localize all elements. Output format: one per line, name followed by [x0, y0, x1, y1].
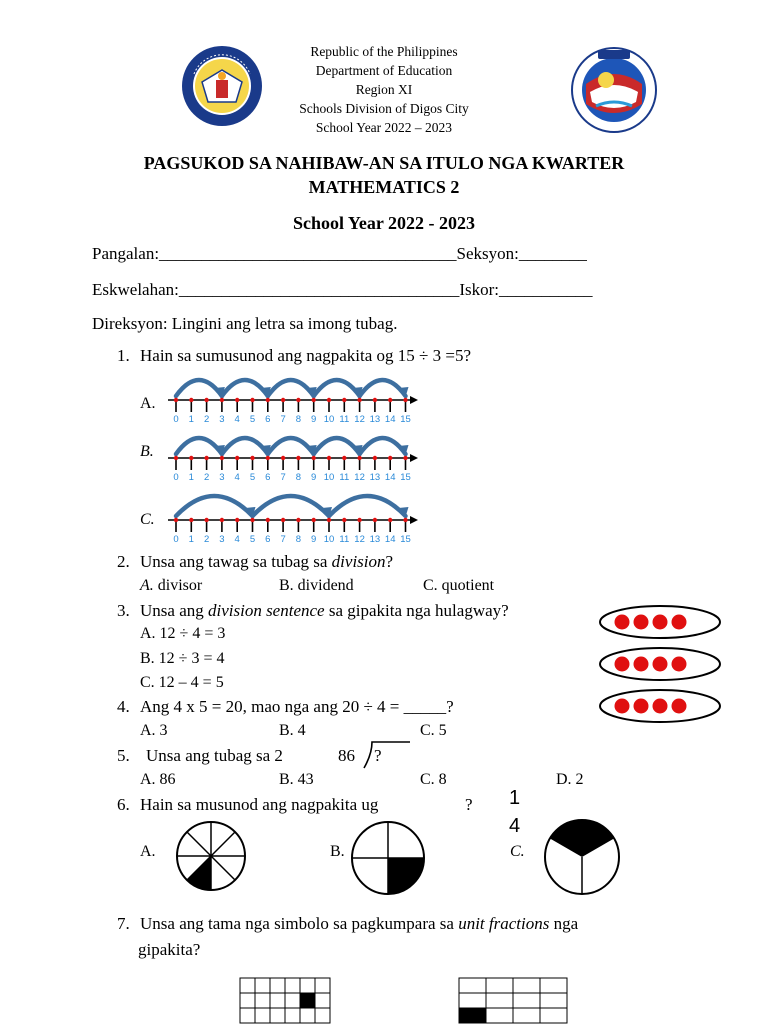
tick-dot	[296, 398, 300, 402]
question-text: Hain sa sumusunod ang nagpakita og 15 ÷ 3 =5?	[140, 346, 472, 365]
long-division-bracket	[362, 740, 412, 770]
fraction-grid-right	[458, 976, 570, 1024]
jump-arc	[176, 496, 253, 516]
q5-dividend: 86	[338, 746, 355, 765]
jump-arc	[329, 496, 406, 516]
tick-dot	[403, 518, 407, 522]
tick-label: 4	[234, 414, 240, 424]
question-1	[117, 346, 471, 366]
tick-dot	[357, 518, 361, 522]
question-mark: ?	[385, 552, 394, 571]
circle-quarters	[350, 820, 426, 896]
q1-option-c[interactable]: C.	[140, 511, 155, 528]
dot-group	[600, 690, 720, 722]
tick-dot	[235, 518, 239, 522]
tick-label: 7	[280, 534, 286, 544]
dot	[653, 657, 668, 672]
dot	[672, 615, 687, 630]
header-line: Department of Education	[315, 63, 453, 78]
question-number: 3.	[117, 601, 130, 620]
tick-label: 12	[354, 472, 365, 482]
subject-title: MATHEMATICS 2	[308, 177, 460, 197]
tick-label: 0	[173, 472, 179, 482]
option-letter: A.	[140, 577, 154, 594]
tick-label: 1	[188, 414, 194, 424]
tick-dot	[327, 398, 331, 402]
tick-label: 3	[219, 472, 225, 482]
tick-label: 4	[234, 472, 240, 482]
tick-label: 12	[354, 414, 365, 424]
tick-dot	[373, 456, 377, 460]
question-number: 2.	[117, 552, 130, 571]
tick-label: 1	[188, 472, 194, 482]
tick-label: 4	[234, 534, 240, 544]
tick-dot	[250, 456, 254, 460]
fraction-numerator: 1	[509, 787, 521, 809]
tick-dot	[373, 518, 377, 522]
question-7-line2: gipakita?	[138, 940, 201, 959]
dot	[653, 699, 668, 714]
q6-question-mark: ?	[465, 795, 473, 814]
tick-label: 14	[384, 414, 396, 424]
question-4	[117, 697, 454, 717]
tick-dot	[204, 518, 208, 522]
tick-label: 15	[400, 534, 411, 544]
q2-option-b[interactable]: B. dividend	[279, 577, 354, 594]
q5-question-mark: ?	[374, 746, 382, 765]
tick-label: 0	[173, 534, 179, 544]
axis-arrow	[410, 454, 418, 462]
tick-label: 5	[249, 534, 256, 544]
dot-group	[600, 606, 720, 638]
tick-label: 2	[203, 414, 210, 424]
tick-dot	[296, 456, 300, 460]
q5-option-c[interactable]: C. 8	[420, 771, 447, 788]
exam-title: PAGSUKOD SA NAHIBAW-AN SA ITULO NGA KWARTER	[143, 153, 625, 173]
dot	[615, 699, 630, 714]
name-section-field[interactable]: Pangalan:___________________________________Seksyon:________	[92, 244, 587, 263]
tick-label: 14	[384, 534, 396, 544]
number-line-a	[166, 364, 418, 424]
question-text: Unsa ang	[140, 601, 208, 620]
tick-label: 8	[295, 534, 302, 544]
question-text: Unsa ang tama nga simbolo sa pagkumpara sa	[140, 914, 459, 933]
tick-dot	[235, 456, 239, 460]
tick-dot	[266, 398, 270, 402]
tick-dot	[342, 398, 346, 402]
tick-dot	[388, 456, 392, 460]
circle-thirds	[543, 818, 621, 896]
tick-label: 7	[280, 414, 286, 424]
tick-dot	[342, 518, 346, 522]
deped-seal-logo	[180, 44, 264, 128]
tick-dot	[204, 456, 208, 460]
q4-option-b[interactable]: B. 4	[279, 722, 306, 739]
question-7	[117, 914, 578, 934]
tick-dot	[266, 518, 270, 522]
school-year-title: School Year 2022 - 2023	[293, 213, 475, 233]
question-6	[117, 795, 378, 815]
tick-label: 8	[295, 472, 302, 482]
tick-label: 2	[203, 534, 210, 544]
tick-label: 10	[323, 534, 335, 544]
q2-option-c[interactable]: C. quotient	[423, 577, 495, 594]
number-line-c	[166, 484, 418, 544]
question-5	[117, 746, 283, 766]
question-text: Ang 4 x 5 = 20, mao nga ang 20 ÷ 4 = _____?	[140, 697, 454, 716]
tick-label: 13	[369, 414, 381, 424]
q3-option-a[interactable]: A. 12 ÷ 4 = 3	[140, 625, 226, 642]
directions-text: Direksyon: Lingini ang letra sa imong tubag.	[92, 314, 398, 333]
tick-dot	[327, 518, 331, 522]
tick-label: 6	[265, 534, 271, 544]
tick-dot	[312, 456, 316, 460]
tick-dot	[189, 518, 193, 522]
digos-division-logo	[568, 44, 660, 134]
tick-dot	[220, 398, 224, 402]
axis-arrow	[410, 516, 418, 524]
tick-label: 14	[384, 472, 396, 482]
tick-dot	[220, 518, 224, 522]
tick-label: 10	[323, 414, 335, 424]
fraction-denominator: 4	[509, 815, 521, 837]
tick-dot	[357, 456, 361, 460]
question-text-end: sa gipakita nga hulagway?	[324, 601, 509, 620]
dot	[615, 615, 630, 630]
q1-option-a[interactable]: A.	[140, 395, 156, 412]
header-line: School Year 2022 – 2023	[315, 120, 453, 135]
tick-dot	[403, 398, 407, 402]
question-number: 1.	[117, 346, 130, 365]
tick-dot	[388, 398, 392, 402]
question-italic: division	[331, 552, 386, 571]
tick-dot	[327, 456, 331, 460]
tick-dot	[342, 456, 346, 460]
axis-arrow	[410, 396, 418, 404]
q2-option-a[interactable]	[140, 577, 202, 595]
question-number: 7.	[117, 914, 130, 933]
tick-label: 0	[173, 414, 179, 424]
tick-label: 15	[400, 472, 411, 482]
school-score-field[interactable]: Eskwelahan:_________________________________Iskor:___________	[92, 280, 593, 299]
tick-label: 10	[323, 472, 335, 482]
tick-label: 13	[369, 472, 381, 482]
dot-group	[600, 648, 720, 680]
question-italic: division sentence	[207, 601, 325, 620]
tick-label: 9	[311, 534, 317, 544]
question-italic: unit fractions	[458, 914, 550, 933]
tick-label: 6	[265, 472, 271, 482]
q5-option-a[interactable]: A. 86	[140, 771, 176, 788]
tick-dot	[357, 398, 361, 402]
tick-label: 13	[369, 534, 381, 544]
tick-dot	[266, 456, 270, 460]
question-number: 4.	[117, 697, 130, 716]
tick-label: 5	[249, 472, 256, 482]
tick-dot	[174, 456, 178, 460]
tick-dot	[174, 398, 178, 402]
q1-option-b[interactable]: B.	[140, 443, 154, 460]
q6-option-b[interactable]: B.	[330, 843, 345, 860]
tick-dot	[281, 518, 285, 522]
tick-dot	[174, 518, 178, 522]
tick-label: 1	[188, 534, 194, 544]
dot	[634, 657, 649, 672]
tick-dot	[388, 518, 392, 522]
number-line-b	[166, 422, 418, 482]
option-text: divisor	[153, 577, 203, 594]
tick-dot	[189, 456, 193, 460]
tick-dot	[312, 518, 316, 522]
dot	[634, 615, 649, 630]
tick-label: 15	[400, 414, 411, 424]
circle-eighths	[175, 820, 247, 892]
tick-dot	[189, 398, 193, 402]
q4-option-a[interactable]: A. 3	[140, 722, 168, 739]
tick-label: 9	[311, 472, 317, 482]
q3-option-c[interactable]: C. 12 – 4 = 5	[140, 674, 224, 691]
tick-label: 7	[280, 472, 286, 482]
dot	[672, 657, 687, 672]
question-text-end: nga	[549, 914, 579, 933]
tick-label: 5	[249, 414, 256, 424]
question-2	[117, 552, 393, 572]
tick-label: 8	[295, 414, 302, 424]
tick-dot	[312, 398, 316, 402]
tick-label: 11	[339, 534, 350, 544]
header-line: Schools Division of Digos City	[299, 101, 469, 116]
dot	[615, 657, 630, 672]
tick-dot	[403, 456, 407, 460]
question-text: Unsa ang tubag sa 2	[146, 746, 283, 765]
tick-label: 11	[339, 414, 350, 424]
q5-option-b[interactable]: B. 43	[279, 771, 314, 788]
question-3	[117, 601, 509, 621]
q5-option-d[interactable]: D. 2	[556, 771, 584, 788]
dot-groups-illustration	[596, 604, 724, 724]
dot	[672, 699, 687, 714]
tick-dot	[281, 456, 285, 460]
tick-label: 9	[311, 414, 317, 424]
tick-label: 3	[219, 534, 225, 544]
tick-dot	[235, 398, 239, 402]
dot	[653, 615, 668, 630]
tick-dot	[281, 398, 285, 402]
question-number: 6.	[117, 795, 130, 814]
header-line: Republic of the Philippines	[310, 44, 458, 59]
tick-dot	[250, 518, 254, 522]
q6-option-a[interactable]: A.	[140, 843, 156, 860]
tick-dot	[204, 398, 208, 402]
q6-option-c[interactable]: C.	[510, 843, 525, 860]
jump-arc	[253, 496, 330, 516]
tick-label: 2	[203, 472, 210, 482]
tick-dot	[373, 398, 377, 402]
tick-dot	[250, 398, 254, 402]
question-text: Hain sa musunod ang nagpakita ug	[140, 795, 379, 814]
question-number: 5.	[117, 746, 130, 765]
tick-label: 11	[339, 472, 350, 482]
tick-dot	[296, 518, 300, 522]
tick-label: 12	[354, 534, 365, 544]
dot	[634, 699, 649, 714]
q4-option-c[interactable]: C. 5	[420, 722, 447, 739]
q3-option-b[interactable]: B. 12 ÷ 3 = 4	[140, 650, 225, 667]
header-line: Region XI	[355, 82, 413, 97]
tick-dot	[220, 456, 224, 460]
tick-label: 6	[265, 414, 271, 424]
tick-label: 3	[219, 414, 225, 424]
question-text: Unsa ang tawag sa tubag sa	[140, 552, 332, 571]
fraction-grid-left	[239, 976, 341, 1024]
